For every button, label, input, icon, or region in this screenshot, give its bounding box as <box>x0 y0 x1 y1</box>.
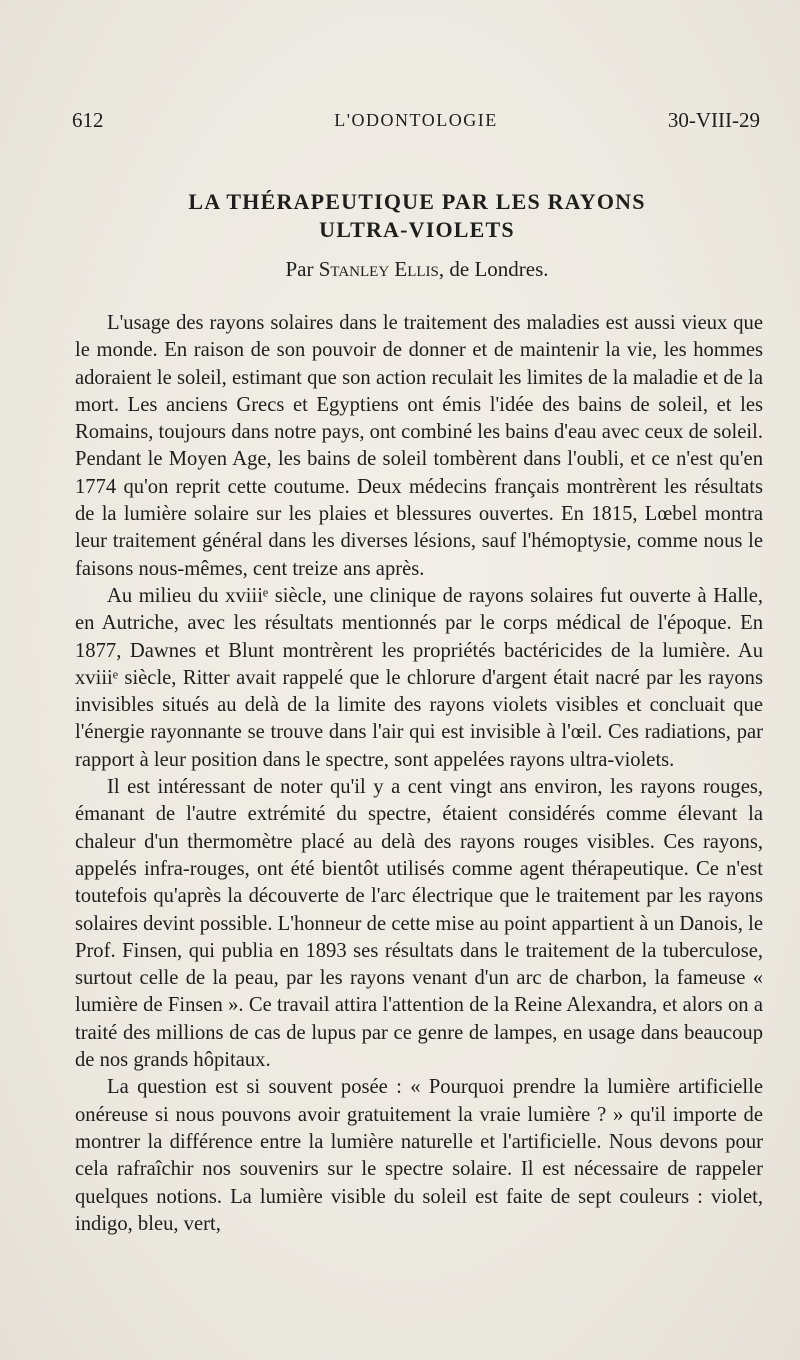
paragraph: Il est intéressant de noter qu'il y a cent vingt ans environ, les rayons rouges, émanant de l'autre extrémité du spectre, étaient considérés comme élevant la chaleur d'un thermomètre placé au delà des rayons rouges visibles. Ces rayons, appelés infra-rouges, ont été bientôt utilisés comme agent thérapeutique. Ce n'est toutefois qu'après la découverte de l'arc électrique que le traitement par les rayons solaires devint possible. L'honneur de cette mise au point appartient à un Danois, le Prof. Finsen, qui publia en 1893 ses résultats dans le traitement de la tuberculose, surtout celle de la peau, par les rayons venant d'un arc de charbon, la fameuse « lumière de Finsen ». Ce travail attira l'attention de la Reine Alexandra, et alors on a traité des millions de cas de lupus par ce genre de lampes, en usage dans beaucoup de nos grands hôpitaux. <box>75 776 763 1072</box>
article-title-line-1: LA THÉRAPEUTIQUE PAR LES RAYONS <box>188 189 646 214</box>
paragraph: L'usage des rayons solaires dans le traitement des maladies est aussi vieux que le monde. En raison de son pouvoir de donner et de maintenir la vie, les hommes adoraient le soleil, estimant que son action reculait les limites de la maladie et de la mort. Les anciens Grecs et Egyptiens ont émis l'idée des bains de soleil, et les Romains, toujours dans notre pays, ont combiné les bains d'eau avec ceux de soleil. Pendant le Moyen Age, les bains de soleil tombèrent dans l'oubli, et ce n'est qu'en 1774 qu'on reprit cette coutume. Deux médecins français montrèrent les résultats de la lumière solaire sur les plaies et blessures ouvertes. En 1815, Lœbel montra leur traitement général dans les diverses lésions, sauf l'hémoptysie, comme nous le faisons nous-mêmes, cent treize ans après. <box>75 312 763 580</box>
article-body <box>75 310 763 1238</box>
journal-title: L'ODONTOLOGIE <box>334 110 498 130</box>
paragraph: Au milieu du xviiiᵉ siècle, une clinique de rayons solaires fut ouverte à Halle, en Autriche, avec les résultats mentionnés par le corps médical de l'époque. En 1877, Dawnes et Blunt montrèrent les propriétés bactéricides de la lumière. Au xviiiᵉ siècle, Ritter avait rappelé que le chlorure d'argent était nacré par les rayons invisibles situés au delà de la limite des rayons violets visibles et concluait que l'énergie rayonnante se trouve dans l'air qui est invisible à l'œil. Ces radiations, par rapport à leur position dans le spectre, sont appelées rayons ultra-violets. <box>75 584 763 771</box>
page-number: 612 <box>72 108 104 132</box>
issue-date: 30-VIII-29 <box>667 108 760 132</box>
byline-prefix: Par <box>285 257 319 281</box>
paragraph: La question est si souvent posée : « Pourquoi prendre la lumière artificielle onéreuse si nous pouvons avoir gratuitement la vraie lumière ? » qu'il importe de montrer la différence entre la lumière naturelle et l'artificielle. Nous devons pour cela rafraîchir nos souvenirs sur le spectre solaire. Il est nécessaire de rappeler quelques notions. La lumière visible du soleil est faite de sept couleurs : violet, indigo, bleu, vert, <box>75 1076 763 1235</box>
byline <box>72 257 762 282</box>
article-title-line-2: ULTRA-VIOLETS <box>319 217 515 242</box>
running-header <box>72 108 760 138</box>
article-title <box>72 188 762 244</box>
byline-suffix: , de Londres. <box>438 257 549 281</box>
author-name: Stanley Ellis <box>318 257 439 281</box>
